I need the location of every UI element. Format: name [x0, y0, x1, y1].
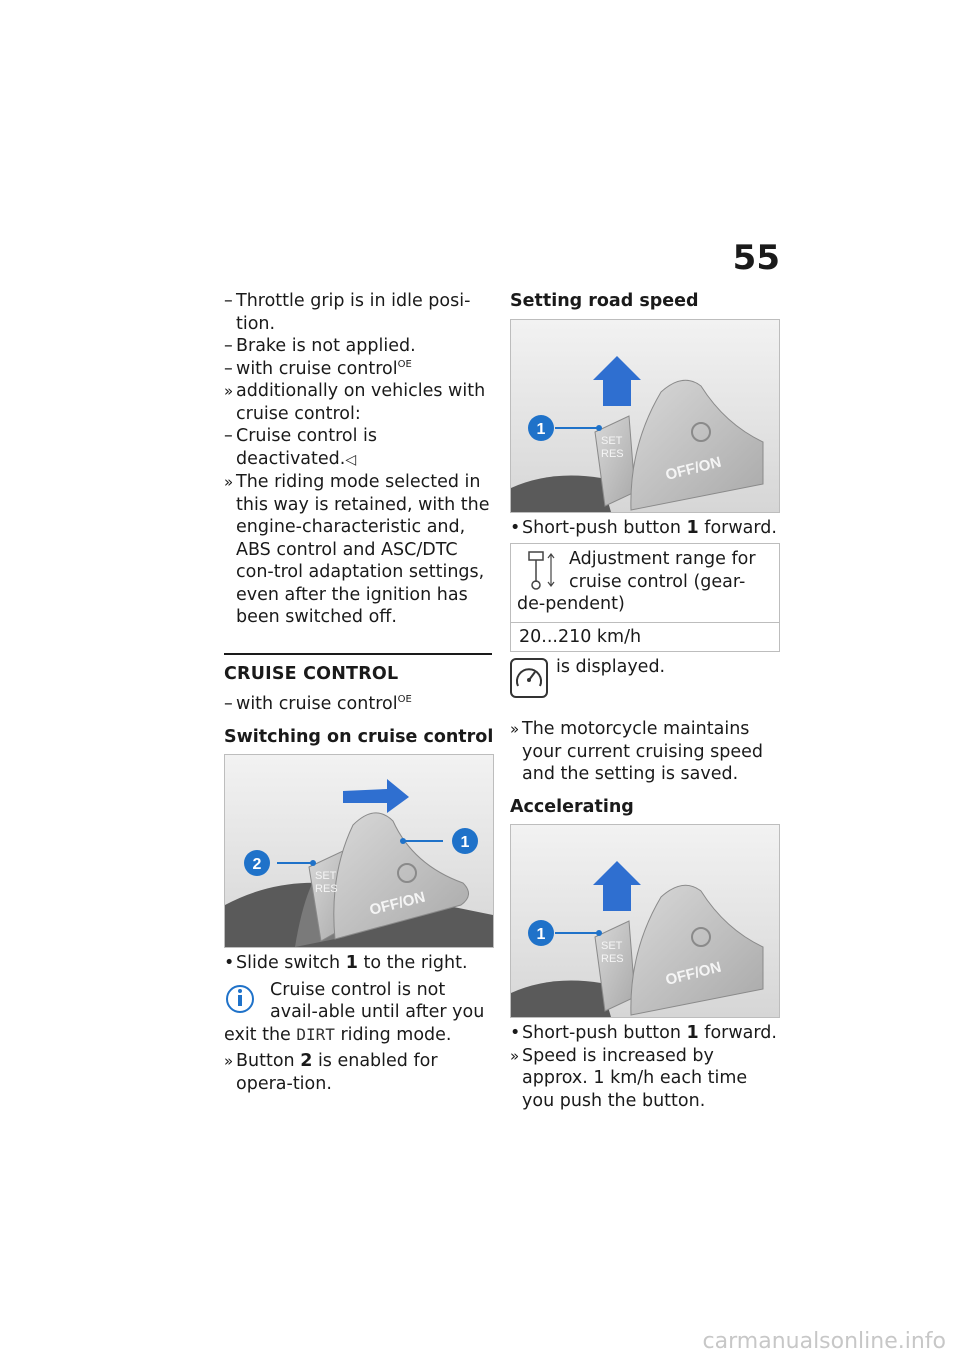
- section-divider: [224, 653, 492, 655]
- offon-label: OFF/ON: [367, 888, 427, 919]
- right-column: [510, 290, 782, 1112]
- result-item: » Button 2 is enabled for opera-tion.: [224, 1050, 494, 1095]
- subheading: Setting road speed: [510, 291, 699, 311]
- res-label: RES: [315, 883, 338, 895]
- result-item: » The motorcycle maintains your current cruising speed and the setting is saved.: [510, 718, 782, 786]
- offon-label: OFF/ON: [663, 453, 723, 484]
- list-item: – Throttle grip is in idle posi-tion.: [224, 290, 494, 335]
- riding-mode-code: DIRT: [296, 1024, 335, 1044]
- list-item: – Cruise control is deactivated.◁: [224, 425, 494, 471]
- subheading: Accelerating: [510, 796, 634, 817]
- left-column: [224, 290, 494, 1095]
- instruction-step: • Short-push button 1 forward.: [510, 1022, 782, 1045]
- switch-figure: [224, 754, 494, 948]
- adjustment-range-table: [510, 543, 780, 652]
- display-note: is displayed.: [510, 656, 782, 704]
- res-label: RES: [601, 953, 624, 965]
- accelerate-figure: [510, 824, 780, 1018]
- end-of-section-icon: ◁: [345, 451, 357, 468]
- set-label: SET: [601, 434, 623, 447]
- result-item: » The riding mode selected in this way is retained, with the engine-characteristic and, ABS control and ASC/DTC con-trol adaptation settings, even after the ignition has been switched off.: [224, 471, 494, 629]
- res-label: RES: [601, 447, 624, 460]
- callout-1-label: 1: [536, 926, 546, 943]
- callout-2-label: 2: [252, 856, 262, 873]
- list-item: – with cruise control$^{OE}$: [224, 358, 494, 381]
- list-item: – Brake is not applied.: [224, 335, 494, 358]
- adjustment-label: Adjustment range for cruise control (gear-de-pendent): [517, 549, 756, 614]
- info-note: Cruise control is not avail-able until after you exit the DIRT riding mode.: [224, 979, 485, 1045]
- info-icon: [224, 981, 264, 1017]
- requirement: – with cruise control$^{OE}$: [224, 693, 494, 716]
- instruction-step: • Short-push button 1 forward.: [510, 517, 782, 540]
- page-number: 55: [732, 238, 780, 278]
- callout-1-label: 1: [460, 834, 470, 851]
- gear-range-icon: [525, 548, 559, 592]
- result-item: » additionally on vehicles with cruise control:: [224, 380, 494, 425]
- offon-label: OFF/ON: [663, 958, 723, 989]
- result-item: » Speed is increased by approx. 1 km/h each time you push the button.: [510, 1045, 782, 1113]
- subheading: Switching on cruise control: [224, 726, 494, 747]
- callout-1-label: 1: [536, 420, 546, 438]
- set-label: SET: [601, 940, 623, 952]
- adjustment-value: 20...210 km/h: [519, 626, 642, 647]
- section-title: CRUISE CONTROL: [224, 663, 399, 684]
- set-label: SET: [315, 870, 337, 882]
- instruction-step: • Slide switch 1 to the right.: [224, 952, 494, 975]
- watermark: carmanualsonline.info: [702, 1329, 946, 1354]
- cruise-control-display-icon: [510, 658, 548, 698]
- set-button-figure: [510, 319, 780, 513]
